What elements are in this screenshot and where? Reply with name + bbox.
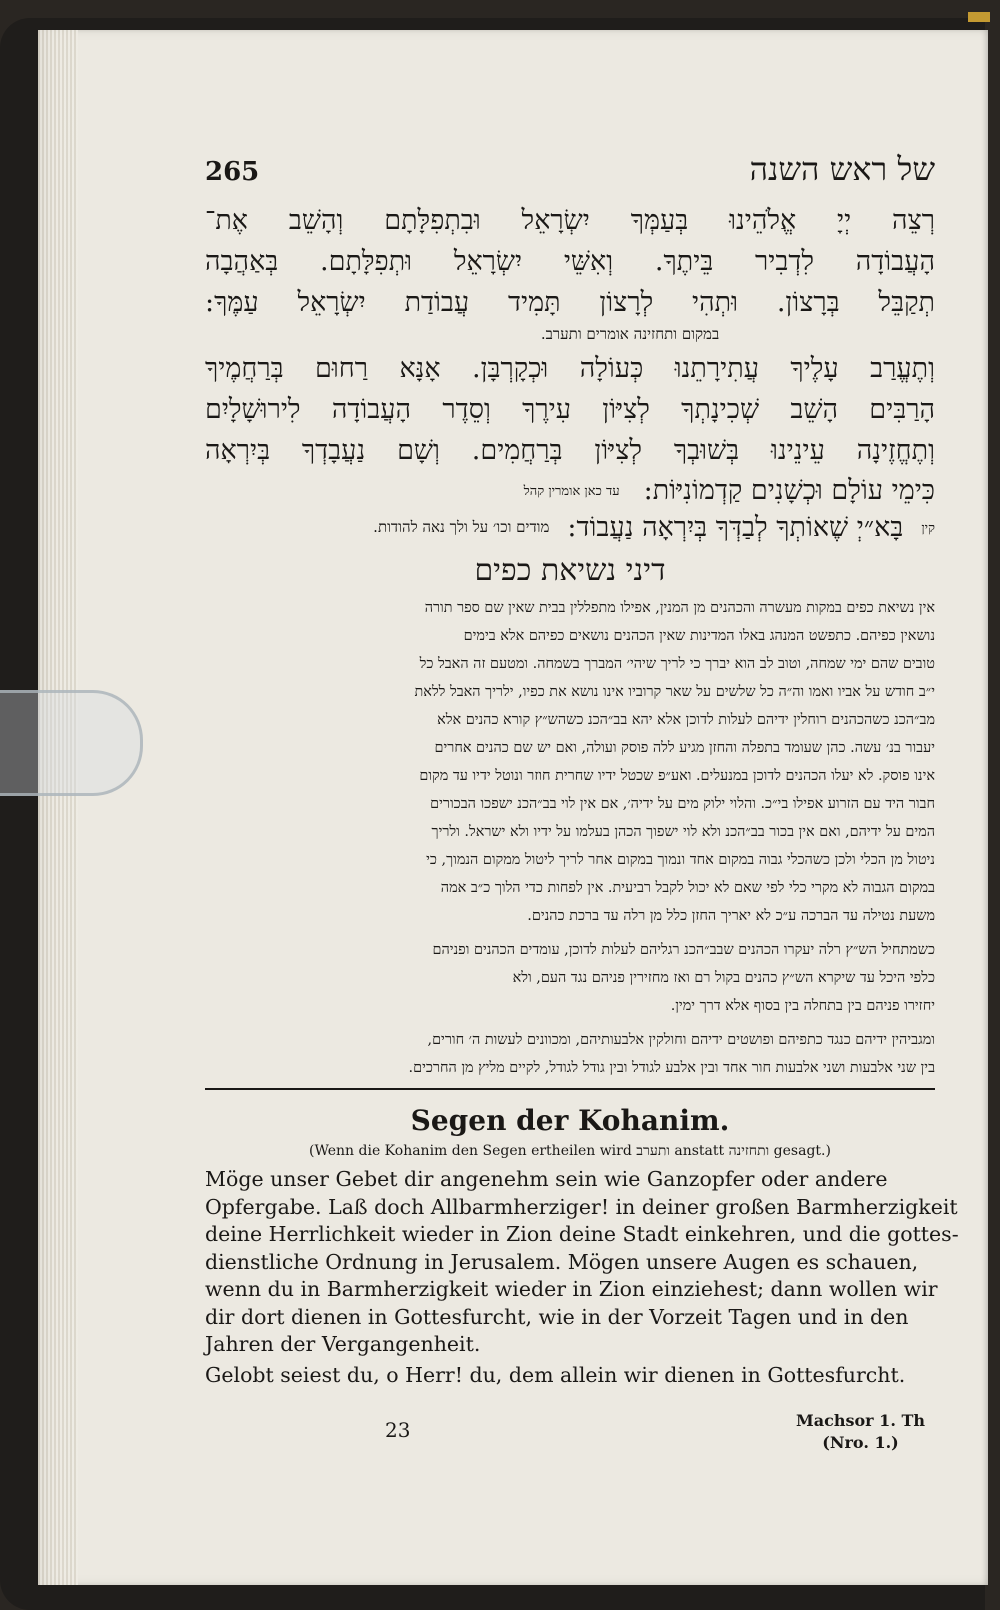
laws-line: נושאין כפיהם. כתפשט המנהג באלו המדינות שאין הכהנים נושאים כפיהם אלא בימים (463, 628, 935, 644)
page-footer (205, 1410, 935, 1470)
laws-title: דיני נשיאת כפים (474, 553, 666, 588)
norm-line (796, 1410, 925, 1454)
german-line: deine Herrlichkeit wieder in Zion deine Stadt einkehren, und die gottes- (205, 1222, 959, 1246)
german-title: Segen der Kohanim. (410, 1104, 730, 1137)
laws-line: המים על ידיהם, ואם אין בכור בב״הכנ ולא לוי ישפוך הכהן בעלמו על ידיו ולא ישראל. ולריך (431, 824, 935, 840)
instruction-note: במקום ותחזינה אומרים ותערב. (540, 325, 720, 343)
laws-line: טובים שהם ימי שמחה, וטוב לב הוא יברך כי לריך שיהי׳ המברך בשמחה. ומטעם זה האבל כל (419, 656, 935, 672)
laws-line: יחזירו פניהם בין בתחלה בין בסוף אלא דרך ימין. (670, 998, 935, 1014)
laws-line: מב״הכנ כשהכהנים רוחלין ידיהם לעלות לדוכן אלא יהא בב״הכנ כשהש״ץ קורא כהנים אלא (437, 712, 935, 728)
hebrew-main-line: רְצֵה יְיָ אֱלֹהֵינוּ בְּעַמְּךָ יִשְׂרָאֵל וּבִתְפִלָּתָם וְהָשֵׁב אֶת־ (205, 205, 935, 236)
hebrew-closing: כִּימֵי עוֹלָם וּכְשָׁנִים קַדְמוֹנִיּוֹת: (643, 475, 935, 506)
hebrew-second-line: וְתֶעֱרַב עָלֶיךָ עֲתִירָתֵנוּ כְּעוֹלָה וּכְקָרְבָּן. אָנָּא רַחוּם בְּרַחֲמֶיךָ (205, 353, 935, 384)
laws-paragraph (205, 936, 935, 1020)
laws-line: ומגביהין ידיהם כנגד כתפיהם ופושטים ידיהם וחולקין אלבעותיהם, ומכוונים לעשות ה׳ חורים, (427, 1032, 935, 1048)
blessing-text: בָּא״יְ שֶׁאוֹתְךָ לְבַדְּךָ בְּיִרְאָה נַעֲבוֹד: (567, 512, 904, 543)
laws-line: ניטול מן הכלי ולכן כשהכלי גבוה במקום אחד ונמוך במקום אחר לריך ליטול ממקום הנמוך, כי (426, 852, 935, 868)
norm-title: Machsor 1. Th (796, 1411, 925, 1430)
signature-mark: 23 (385, 1418, 411, 1442)
hebrew-second-line: וְתֶחֱזֶינָה עֵינֵינוּ בְּשׁוּבְךָ לְצִיּוֹן בְּרַחֲמִים. וְשָׁם נַעֲבָדְךָ בְּיִרְאָה (205, 435, 935, 466)
laws-line: בין שני אלבעות ושני אלבעות חור אחד ובין אלבע לגודל ובין גודל לגודל, לקיים מליץ מן החרכים. (408, 1060, 935, 1076)
closing-row (205, 475, 935, 506)
laws-paragraph (205, 1026, 935, 1082)
laws-line: אין נשיאת כפים במקות מעשרה והכהנים מן המנין, אפילו מתפללין בבית שאין שם ספר תורה (424, 600, 935, 616)
page-number: 265 (205, 157, 260, 187)
norm-number: (Nro. 1.) (822, 1433, 899, 1452)
german-blessing: Gelobt seiest du, o Herr! du, dem allein wir dienen in Gottesfurcht. (205, 1362, 906, 1387)
laws-line: חבור היד עם הזרוע אפילו בי״כ. והלוי ילוק מים על ידיה׳, אם אין לוי בב״הכנ ישפכו הבכורים (430, 796, 935, 812)
blessing-label: קין (921, 520, 935, 536)
page-edges (38, 30, 78, 1585)
german-line: wenn du in Barmherzigkeit wieder in Zion einziehest; dann wollen wir (205, 1277, 938, 1301)
german-line: dir dort dienen in Gottesfurcht, wie in der Vorzeit Tagen und in den (205, 1304, 909, 1329)
closing-note: עד כאן אומרין קהל (523, 483, 620, 499)
german-rubric: (Wenn die Kohanim den Segen ertheilen wird ותערב anstatt ותחזינה gesagt.) (309, 1143, 831, 1159)
german-line: Jahren der Vergangenheit. (205, 1332, 481, 1356)
hebrew-main-line: הָעֲבוֹדָה לִדְבִיר בֵּיתֶךָ. וְאִשֵּׁי יִשְׂרָאֵל וּתְפִלָּתָם. בְּאַהֲבָה (205, 246, 935, 277)
laws-line: משעת נטילה עד הברכה ע״כ לא יאריך החזן כלל מן רלה עד ברכת כהנים. (527, 908, 935, 924)
laws-line: במקום הגבוה לא מקרי כלי לפי שאם לא יכול לקבל רביעית. אין לפחות כדי הלוך כ״ב אמה (440, 880, 935, 896)
blessing-row (205, 512, 935, 543)
hebrew-main-line: תְקַבֵּל בְּרָצוֹן. וּתְהִי לְרָצוֹן תָּמִיד עֲבוֹדַת יִשְׂרָאֵל עַמֶּךָ: (205, 287, 935, 318)
laws-line: כשמתחיל הש״ץ רלה יעקרו הכהנים שבב״הכנ רגליהם לעלות לדוכן, עומדים הכהנים ופניהם (432, 942, 935, 958)
laws-line: יעבור בנ׳ עשה. כהן שעומד בתפלה והחזן מגיע ללה פוסק ועולה, ואם יש שם כהנים אחרים (434, 740, 935, 756)
laws-paragraph (205, 594, 935, 930)
german-line: dienstliche Ordnung in Jerusalem. Mögen unsere Augen es schauen, (205, 1249, 919, 1274)
german-body (205, 1166, 959, 1359)
hebrew-main (205, 200, 935, 323)
blessing-note: מודים וכו׳ על ולך נאה להודות. (373, 518, 550, 536)
laws-line: י״ב חודש על אביו ואמו וה״ה כל שלשים על שאר קרוביו אינו נושא את כפיו, ילריך האבל ללאת (414, 684, 935, 700)
running-head: של ראש השנה (749, 150, 935, 188)
section-rule (205, 1088, 935, 1090)
hebrew-second-line: הָרַבִּים הָשֵׁב שְׁכִינָתְךָ לְצִיּוֹן עִירֶךָ וְסֵדֶר הָעֲבוֹדָה לִירוּשָׁלָיִם (205, 394, 935, 425)
ribbon-tip (968, 12, 990, 22)
page-header (205, 150, 935, 200)
hebrew-second (205, 348, 935, 471)
page-content (205, 150, 959, 1387)
laws-line: אינו פוסק. לא יעלו הכהנים לדוכן במנעלים. ואע״פ שכטל ידיו שחרית חוזר ונוטל ידיו עד מקום (419, 768, 935, 784)
german-line: Opfergabe. Laß doch Allbarmherziger! in deiner großen Barmherzigkeit (205, 1194, 958, 1219)
german-line: Möge unser Gebet dir angenehm sein wie Ganzopfer oder andere (205, 1167, 888, 1191)
laws-line: כלפי היכל עד שיקרא הש״ץ כהנים בקול רם ואז מחזירין פניהם נגד העם, ולא (512, 970, 935, 986)
clip-bookmark (0, 690, 143, 796)
